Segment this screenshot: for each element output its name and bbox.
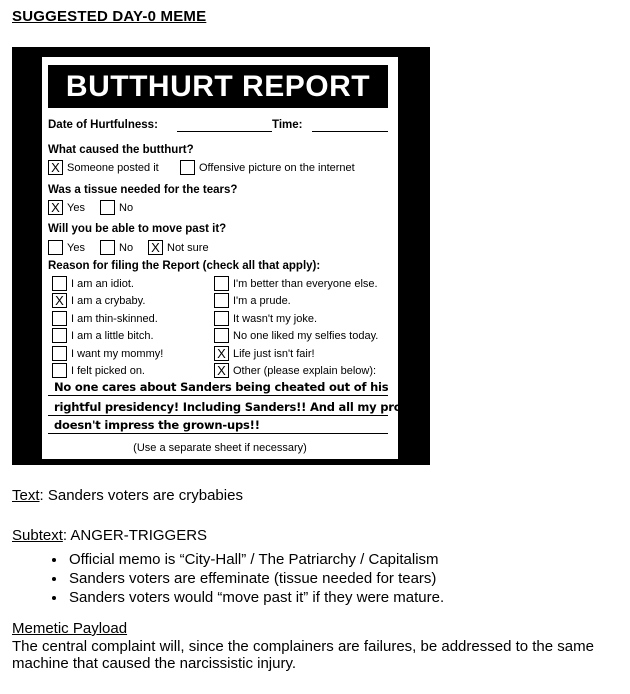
checkbox-checked: X (52, 293, 67, 308)
option-label: I am an idiot. (71, 277, 134, 290)
reason-other (214, 363, 376, 378)
question-reason: Reason for filing the Report (check all that apply): (48, 260, 321, 272)
option-someone-posted (48, 160, 159, 175)
time-label: Time: (272, 119, 303, 131)
subtext-value: : ANGER-TRIGGERS (62, 527, 208, 544)
option-label: Yes (67, 241, 85, 254)
writing-line (48, 395, 388, 396)
writing-line (48, 415, 388, 416)
reason-not-fair (214, 346, 315, 361)
text-label: Text (12, 487, 40, 504)
handwritten-line-2: rightful presidency! Including Sanders!! And all my proof (54, 400, 414, 414)
reason-idiot (52, 276, 134, 291)
option-label: I felt picked on. (71, 364, 145, 377)
option-tissue-yes (48, 200, 85, 215)
date-label: Date of Hurtfulness: (48, 119, 158, 131)
butthurt-report-form (42, 57, 414, 459)
reason-prude (214, 293, 291, 308)
checkbox-empty (52, 276, 67, 291)
option-label: I'm better than everyone else. (233, 277, 378, 290)
handwritten-line-1: No one cares about Sanders being cheated out of his (54, 380, 389, 394)
option-label: I'm a prude. (233, 294, 291, 307)
checkbox-checked: X (48, 200, 63, 215)
checkbox-empty (214, 328, 229, 343)
checkbox-empty (48, 240, 63, 255)
reason-thin-skinned (52, 311, 158, 326)
reason-picked-on (52, 363, 145, 378)
payload-title: Memetic Payload (12, 620, 128, 637)
checkbox-checked: X (148, 240, 163, 255)
option-offensive-picture (180, 160, 355, 175)
list-item: • Official memo is “City-Hall” / The Patriarchy / Capitalism (67, 550, 444, 569)
option-label: I want my mommy! (71, 347, 164, 360)
option-label: No (119, 201, 134, 214)
option-move-not-sure (148, 240, 209, 255)
writing-line (48, 433, 388, 434)
option-label: I am a crybaby. (71, 294, 146, 307)
subtext-bullet-list (12, 550, 444, 607)
reason-mommy (52, 346, 163, 361)
checkbox-empty (214, 311, 229, 326)
list-item: • Sanders voters are effeminate (tissue needed for tears) (67, 569, 444, 588)
option-move-no (100, 240, 133, 255)
option-label: I am thin-skinned. (71, 312, 158, 325)
checkbox-checked: X (48, 160, 63, 175)
option-label: No (119, 241, 134, 254)
checkbox-empty (100, 200, 115, 215)
option-label: Offensive picture on the internet (199, 161, 355, 174)
option-label: Other (please explain below): (233, 364, 377, 377)
reason-selfies (214, 328, 378, 343)
payload-body: The central complaint will, since the complainers are failures, be addressed to the same machine that caused the narcissistic injury. (12, 638, 594, 672)
subtext-label: Subtext (12, 527, 63, 544)
option-label: Life just isn't fair! (233, 347, 315, 360)
time-blank-line (312, 131, 388, 132)
checkbox-empty (52, 328, 67, 343)
reason-crybaby (52, 293, 145, 308)
checkbox-checked: X (214, 346, 229, 361)
option-label: Someone posted it (67, 161, 159, 174)
question-cause: What caused the butthurt? (48, 144, 194, 156)
text-value: : Sanders voters are crybabies (39, 487, 243, 504)
list-item: • Sanders voters would “move past it” if they were mature. (67, 588, 444, 607)
page-heading: SUGGESTED DAY-0 MEME (12, 8, 207, 25)
option-label: It wasn't my joke. (233, 312, 318, 325)
reason-little (52, 328, 154, 343)
reason-not-my-joke (214, 311, 317, 326)
form-title: BUTTHURT REPORT (48, 65, 388, 108)
reason-better (214, 276, 378, 291)
checkbox-empty (52, 311, 67, 326)
checkbox-empty (100, 240, 115, 255)
meme-image (12, 47, 430, 465)
handwritten-line-3: doesn't impress the grown-ups!! (54, 418, 260, 432)
checkbox-checked: X (214, 363, 229, 378)
checkbox-empty (52, 346, 67, 361)
option-label: Yes (67, 201, 85, 214)
subtext-line (12, 527, 207, 544)
checkbox-empty (180, 160, 195, 175)
option-label: Not sure (167, 241, 209, 254)
option-tissue-no (100, 200, 133, 215)
form-footnote: (Use a separate sheet if necessary) (133, 442, 307, 454)
question-tissue: Was a tissue needed for the tears? (48, 184, 238, 196)
question-move-past: Will you be able to move past it? (48, 223, 227, 235)
checkbox-empty (214, 293, 229, 308)
option-label: I am a little bitch. (71, 329, 154, 342)
checkbox-empty (214, 276, 229, 291)
option-label: No one liked my selfies today. (233, 329, 379, 342)
date-blank-line (177, 131, 272, 132)
text-line (12, 487, 243, 504)
checkbox-empty (52, 363, 67, 378)
option-move-yes (48, 240, 85, 255)
